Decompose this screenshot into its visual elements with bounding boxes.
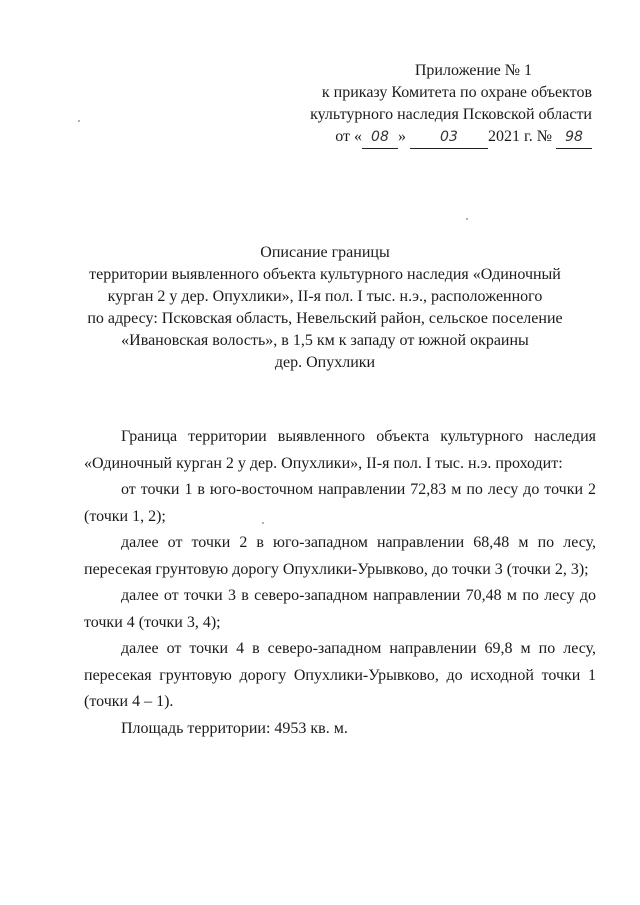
boundary-segment-4: далее от точки 4 в северо-западном направлении 69,8 м по лесу, пересекая грунтовую дорогу Опухлики-Урывково, до исходной точки 1 (точки 4 – 1). bbox=[84, 640, 596, 710]
document-heading bbox=[60, 242, 590, 374]
appendix-order-line2: культурного наследия Псковской области bbox=[310, 106, 592, 123]
scan-speck bbox=[78, 120, 80, 122]
appendix-order-line1: к приказу Комитета по охране объектов bbox=[321, 84, 592, 101]
heading-line-5: «Ивановская волость», в 1,5 км к западу от южной окраины bbox=[121, 332, 529, 349]
boundary-segment-1: от точки 1 в юго-восточном направлении 72,83 м по лесу до точки 2 (точки 1, 2); bbox=[84, 481, 596, 525]
order-number-handwritten: 98 bbox=[556, 126, 592, 149]
scan-speck bbox=[466, 218, 468, 220]
heading-line-2: территории выявленного объекта культурного наследия «Одиночный bbox=[89, 266, 561, 283]
appendix-header bbox=[292, 60, 592, 149]
heading-line-4: по адресу: Псковская область, Невельский район, сельское поселение bbox=[87, 310, 563, 327]
date-prefix: от « bbox=[335, 128, 362, 145]
date-mid: » bbox=[397, 128, 406, 145]
heading-line-6: дер. Опухлики bbox=[274, 354, 376, 371]
document-body bbox=[84, 424, 596, 742]
appendix-date-line bbox=[292, 126, 592, 149]
scan-speck bbox=[262, 522, 264, 524]
boundary-intro: Граница территории выявленного объекта культурного наследия «Одиночный курган 2 у дер. Опухлики», II-я пол. I тыс. н.э. проходит: bbox=[84, 428, 596, 472]
date-day-handwritten: 08 bbox=[362, 126, 398, 149]
territory-area: Площадь территории: 4953 кв. м. bbox=[121, 719, 348, 737]
date-month-handwritten: 03 bbox=[410, 126, 488, 149]
appendix-title: Приложение № 1 bbox=[414, 62, 532, 79]
heading-line-3: курган 2 у дер. Опухлики», II-я пол. I тыс. н.э., расположенного bbox=[107, 288, 543, 305]
boundary-segment-3: далее от точки 3 в северо-западном направлении 70,48 м по лесу до точки 4 (точки 3, 4); bbox=[84, 587, 596, 631]
date-year: 2021 г. № bbox=[487, 128, 552, 145]
heading-line-1: Описание границы bbox=[260, 244, 390, 261]
boundary-segment-2: далее от точки 2 в юго-западном направлении 68,48 м по лесу, пересекая грунтовую дорогу Опухлики-Урывково, до точки 3 (точки 2, 3); bbox=[84, 534, 596, 578]
